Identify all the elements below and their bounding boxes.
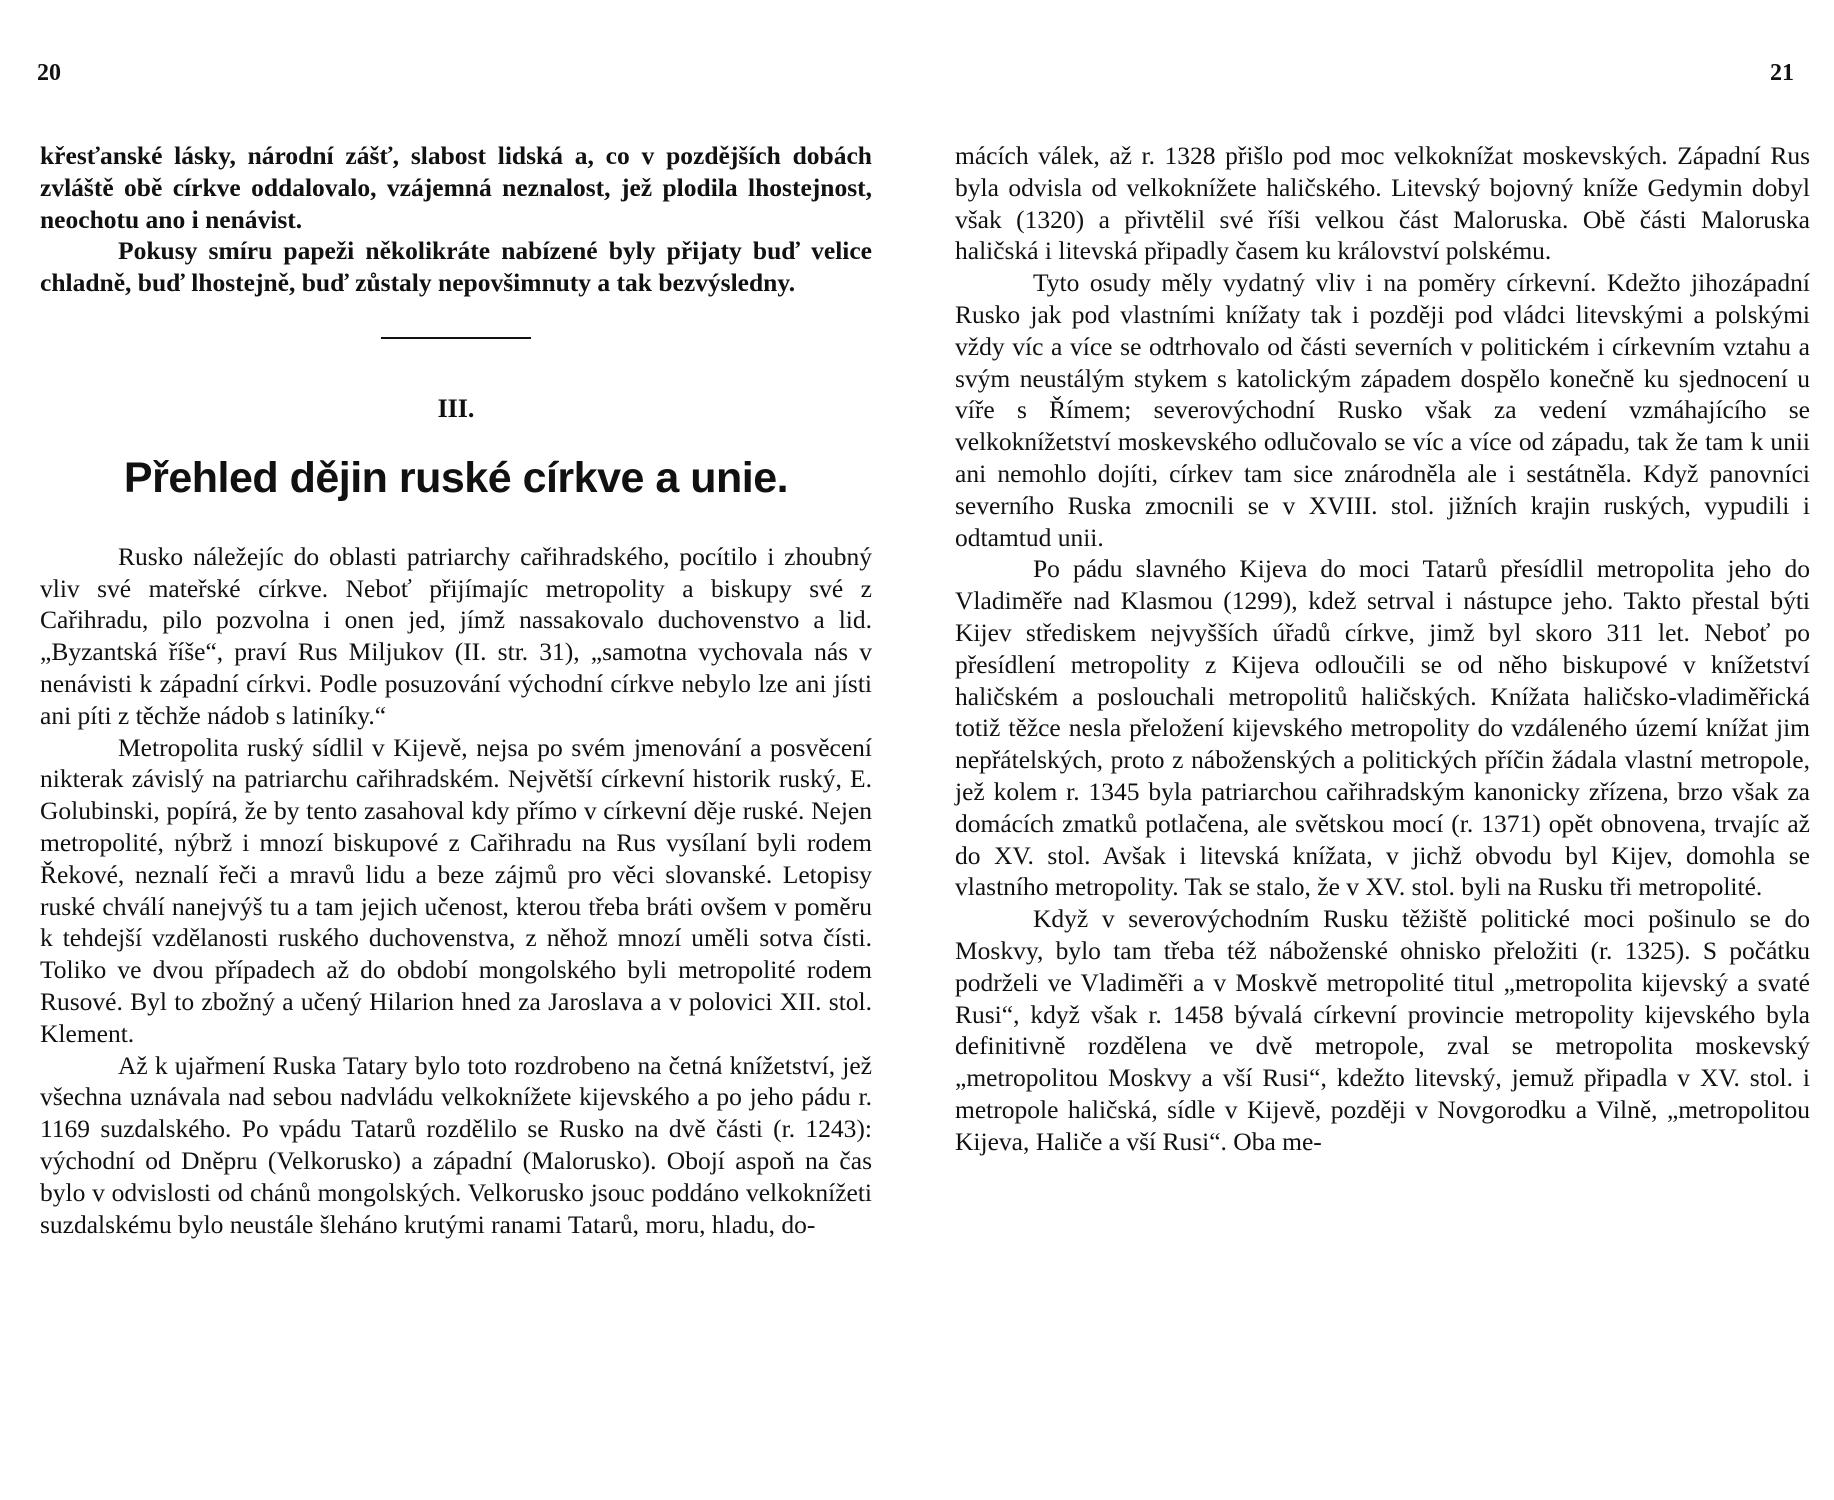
left-page-column <box>40 140 872 1240</box>
page-number-right: 21 <box>1770 60 1794 86</box>
body-paragraph: Rusko náležejíc do oblasti patriarchy cařihradského, pocítilo i zhoubný vliv své mateřské církve. Neboť přijímajíc metropolity a biskupy své z Cařihradu, pilo pozvolna i onen jed, jímž nassakovalo duchovenstvo a lid. „Byzantská říše“, praví Rus Miljukov (II. str. 31), „samotna vychovala nás v nenávisti k západní církvi. Podle posuzování východní církve nebylo lze ani jísti ani píti z těchže nádob s latiníky.“ <box>40 541 872 730</box>
body-paragraph: Po pádu slavného Kijeva do moci Tatarů přesídlil metropolita jeho do Vladiměře nad Klasmou (1299), kdež setrval i nástupce jeho. Takto přestal býti Kijev střediskem nejvyšších úřadů církve, jimž byl skoro 311 let. Neboť po přesídlení metropolity z Kijeva odloučili se od něho biskupové v knížetství haličském a poslouchali metropolitů haličských. Knížata haličsko-vladiměřická totiž těžce nesla přeložení kijevského metropolity do vzdáleného území knížat jim nepřátelských, proto z náboženských a politických příčin žádala vlastní metropole, jež kolem r. 1345 byla patriarchou cařihradským kanonicky zřízena, brzo však za domácích zmatků potlačena, ale světskou mocí (r. 1371) opět obnovena, trvajíc až do XV. stol. Avšak i litevská knížata, v jichž obvodu byl Kijev, domohla se vlastního metropolity. Tak se stalo, že v XV. stol. byli na Rusku tři metropolité. <box>955 554 1810 902</box>
body-paragraph: mácích válek, až r. 1328 přišlo pod moc velkoknížat moskevských. Západní Rus byla odvisla od velkoknížete haličského. Litevský bojovný kníže Gedymin dobyl však (1320) a přivtělil své říši velkou část Maloruska. Obě části Maloruska haličská i litevská připadly časem ku království polskému. <box>955 141 1810 266</box>
page-number-left: 20 <box>37 60 61 86</box>
body-paragraph: Když v severovýchodním Rusku těžiště politické moci pošinulo se do Moskvy, bylo tam třeba též náboženské ohnisko přeložiti (r. 1325). S počátku podrželi ve Vladiměři a v Moskvě metropolité titul „metropolita kijevský a svaté Rusi“, když však r. 1458 bývalá církevní provincie metropolity kijevského byla definitivně rozdělena ve dvě metropole, zval se metropolita moskevský „metropolitou Moskvy a vší Rusi“, kdežto litevský, jemuž připadla v XV. stol. i metropole haličská, sídle v Kijevě, později v Novgorodku a Vilně, „metropolitou Kijeva, Haliče a vší Rusi“. Oba me- <box>955 904 1810 1156</box>
body-paragraph: Metropolita ruský sídlil v Kijevě, nejsa po svém jmenování a posvěcení nikterak závislý na patriarchu cařihradském. Největší církevní historik ruský, E. Golubinski, popírá, že by tento zasahoval kdy přímo v církevní děje ruské. Nejen metropolité, nýbrž i mnozí biskupové z Cařihradu na Rus vysílaní byli rodem Řekové, neznalí řeči a mravů lidu a beze zájmů pro věci slovanské. Letopisy ruské chválí nanejvýš tu a tam jejich učenost, kterou třeba bráti ovšem v poměru k tehdejší vzdělanosti ruského duchovenstva, z něhož mnozí uměli sotva čísti. Toliko ve dvou případech až do období mongolského byli metropolité rodem Rusové. Byl to zbožný a učený Hilarion hned za Jaroslava a v polovici XII. stol. Klement. <box>40 732 872 1048</box>
right-page-column <box>955 140 1810 1158</box>
section-divider <box>381 337 531 339</box>
section-number: III. <box>437 393 475 423</box>
body-paragraph: Tyto osudy měly vydatný vliv i na poměry církevní. Kdežto jihozápadní Rusko jak pod vlastními knížaty tak i později pod vládci litevskými a polskými vždy víc a více se odtrhovalo od části severních v politickém i církevním vztahu a svým neustálým stykem s katolickým západem dospělo konečně ku sjednocení u víře s Římem; severovýchodní Rusko však za vedení vzmáhajícího se velkoknížetství moskevského odlučovalo se víc a více od západu, tak že tam k unii ani nemohlo dojíti, církev tam sice znárodněla ale i sestátněla. Když panovníci severního Ruska zmocnili se v XVIII. stol. jižních krajin ruských, vypudili i odtamtud unii. <box>955 268 1810 552</box>
intro-paragraph: křesťanské lásky, národní zášť, slabost lidská a, co v pozdějších dobách zvláště obě církve oddalovalo, vzájemná neznalost, jež plodila lhostejnost, neochotu ano i nenávist. <box>40 141 872 234</box>
chapter-title: Přehled dějin ruské církve a unie. <box>123 453 789 502</box>
pokusy-paragraph: Pokusy smíru papeži několikráte nabízené byly přijaty buď velice chladně, buď lhostejně, buď zůstaly nepovšimnuty a tak bezvýsledny. <box>40 236 872 298</box>
body-paragraph: Až k ujařmení Ruska Tatary bylo toto rozdrobeno na četná knížetství, jež všechna uznávala nad sebou nadvládu velkoknížete kijevského a po jeho pádu r. 1169 suzdalského. Po vpádu Tatarů rozdělilo se Rusko na dvě části (r. 1243): východní od Dněpru (Velkorusko) a západní (Malorusko). Obojí aspoň na čas bylo v odvislosti od chánů mongolských. Velkorusko jsouc poddáno velkoknížeti suzdalskému bylo neustále šleháno krutými ranami Tatarů, moru, hladu, do- <box>40 1050 872 1239</box>
